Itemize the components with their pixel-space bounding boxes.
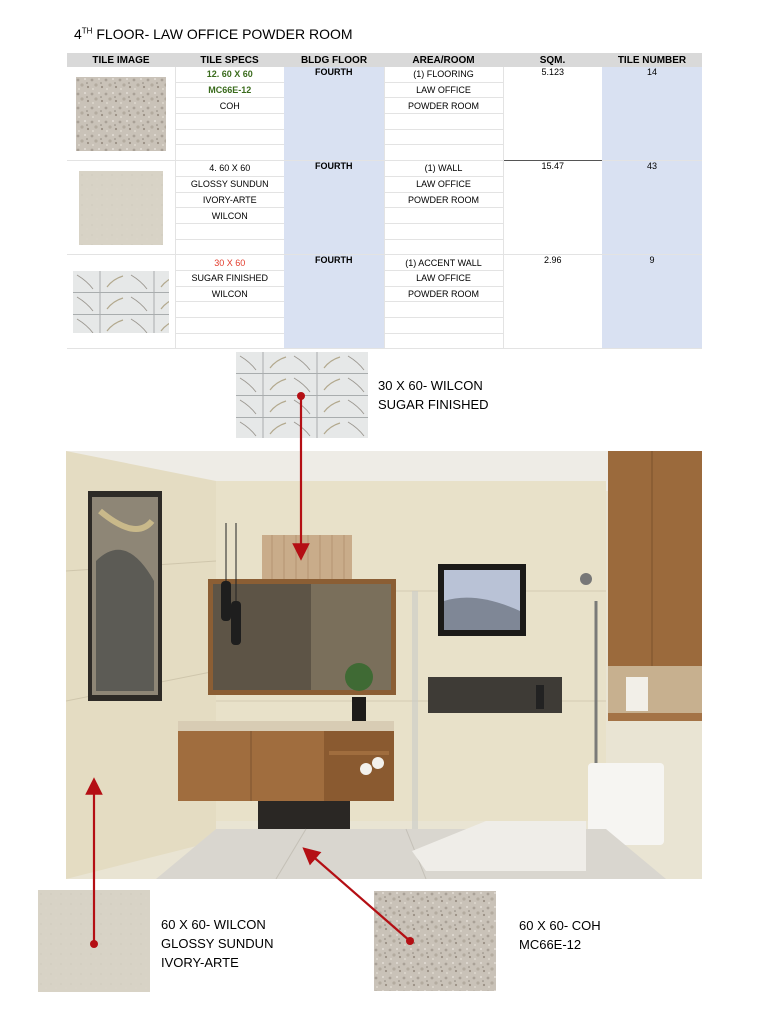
col-header-bldg-floor: BLDG FLOOR [284,53,384,67]
table-row: 30 X 60 FOURTH (1) ACCENT WALL 2.96 9 [67,255,702,271]
accent-arrow [297,392,305,552]
col-header-sqm: SQM. [503,53,602,67]
sqm-cell: 15.47 [503,161,602,255]
tile-number-cell: 14 [602,67,702,161]
tile-number-cell: 43 [602,161,702,255]
sqm-cell: 5.123 [503,67,602,161]
tile-spec-table: TILE IMAGE TILE SPECS BLDG FLOOR AREA/ROOM SQM. TILE NUMBER 12. 60 X 60 FOURTH (1) FLOORING 5.123 14 MC66E-12 LAW OFFICE COH POWDER ROOM 4. 60 X 60 FOURTH (1) WALL 15.47 43 GLOSSY SUNDUN LAW OFFICE IVORY-ARTE POWDER ROOM WILCON 30 X 60 FOURTH (1) ACCENT WALL 2.96 9 SUGAR FINISHED LAW OFFICE WILCON POWDER ROOM [67,53,702,349]
sqm-cell: 2.96 [503,255,602,349]
wall-arrow [90,786,98,948]
floor-cell: FOURTH [284,67,384,161]
spec-cell: 12. 60 X 60 [175,67,284,82]
col-header-area-room: AREA/ROOM [384,53,503,67]
floor-cell: FOURTH [284,161,384,255]
tile-number-cell: 9 [602,255,702,349]
floor-cell: FOURTH [284,255,384,349]
wall-callout: 60 X 60- WILCON GLOSSY SUNDUN IVORY-ARTE [161,917,274,970]
floor-callout: 60 X 60- COH MC66E-12 [519,918,601,952]
floor-arrow [309,853,414,945]
table-row: 4. 60 X 60 FOURTH (1) WALL 15.47 43 [67,161,702,177]
page-title: 4TH FLOOR- LAW OFFICE POWDER ROOM [74,26,353,42]
accent-wall-callout: 30 X 60- WILCON SUGAR FINISHED [378,378,489,412]
area-cell: (1) FLOORING [384,67,503,82]
col-header-tile-number: TILE NUMBER [602,53,702,67]
col-header-tile-specs: TILE SPECS [175,53,284,67]
col-header-tile-image: TILE IMAGE [67,53,175,67]
